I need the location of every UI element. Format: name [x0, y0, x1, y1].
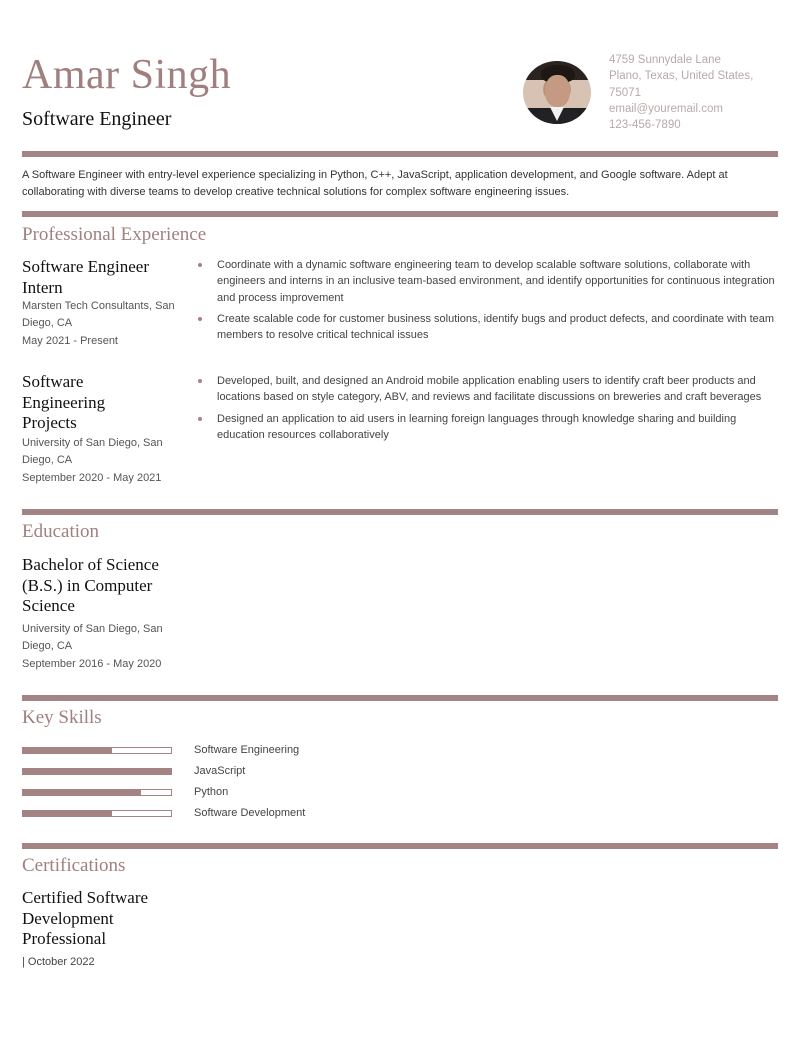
job-company: University of San Diego, San Diego, CA [22, 437, 163, 466]
job-dates: May 2021 - Present [22, 335, 118, 347]
section-title-skills: Key Skills [22, 707, 102, 728]
divider-header [22, 151, 778, 157]
summary-text: A Software Engineer with entry-level experience specializing in Python, C++, JavaScript, application development, and Google software. Adept at collaborating with diverse teams to develop creative technical solutions for complex software engineering issues. [22, 169, 728, 198]
skill-item [22, 744, 422, 765]
education-dates: September 2016 - May 2020 [22, 658, 162, 670]
divider-skills [22, 843, 778, 849]
address-line2: Plano, Texas, United States, 75071 [609, 70, 754, 99]
skill-bar [22, 768, 172, 775]
certification-date: | October 2022 [22, 956, 95, 968]
email[interactable]: email@youremail.com [609, 102, 723, 115]
address-line1: 4759 Sunnydale Lane [609, 54, 721, 66]
skill-bar-fill [23, 769, 171, 774]
divider-summary [22, 211, 778, 217]
skill-label: Python [194, 786, 229, 798]
job-company: Marsten Tech Consultants, San Diego, CA [22, 300, 175, 329]
certification-name: Certified Software Development Professional [22, 888, 149, 948]
skill-item [22, 765, 422, 786]
job-title: Software Engineering Projects [22, 372, 106, 432]
skill-bar [22, 789, 172, 796]
section-title-certifications: Certifications [22, 855, 126, 876]
skill-bar-fill [23, 748, 112, 753]
profile-photo [523, 61, 591, 124]
bullet-item: Coordinate with a dynamic software engineering team to develop scalable software solutions, collaborate with engineers and interns in an inclusive team-based environment, and identify opportunities for continuous integration and process improvement [197, 257, 777, 306]
job-bullets [197, 373, 777, 448]
school-name: University of San Diego, San Diego, CA [22, 623, 163, 652]
skill-bar [22, 810, 172, 817]
degree-title: Bachelor of Science (B.S.) in Computer Science [22, 555, 159, 615]
job-dates: September 2020 - May 2021 [22, 472, 162, 484]
skill-bar-fill [23, 811, 112, 816]
candidate-name: Amar Singh [22, 52, 232, 98]
skill-item [22, 786, 422, 807]
skill-item [22, 807, 422, 828]
skill-label: JavaScript [194, 765, 246, 777]
contact-info [609, 52, 784, 133]
divider-experience [22, 509, 778, 515]
bullet-item: Developed, built, and designed an Android mobile application enabling users to identify craft beer products and locations based on style category, ABV, and reviews and facilitate discussions on breweries and craft beverages [197, 373, 777, 406]
skill-label: Software Engineering [194, 744, 300, 756]
skill-bar-fill [23, 790, 141, 795]
phone: 123-456-7890 [609, 119, 681, 132]
skills-list [22, 744, 422, 828]
section-title-experience: Professional Experience [22, 224, 207, 245]
job-title: Software Engineer Intern [22, 257, 149, 297]
job-bullets [197, 257, 777, 348]
divider-education [22, 695, 778, 701]
bullet-item: Designed an application to aid users in learning foreign languages through knowledge sharing and building education resources collaboratively [197, 411, 777, 444]
avatar-face [545, 75, 570, 107]
bullet-item: Create scalable code for customer business solutions, identify bugs and product defects, and coordinate with team members to resolve critical technical issues [197, 311, 777, 344]
skill-bar [22, 747, 172, 754]
candidate-title: Software Engineer [22, 108, 172, 130]
section-title-education: Education [22, 521, 100, 542]
skill-label: Software Development [194, 807, 306, 819]
